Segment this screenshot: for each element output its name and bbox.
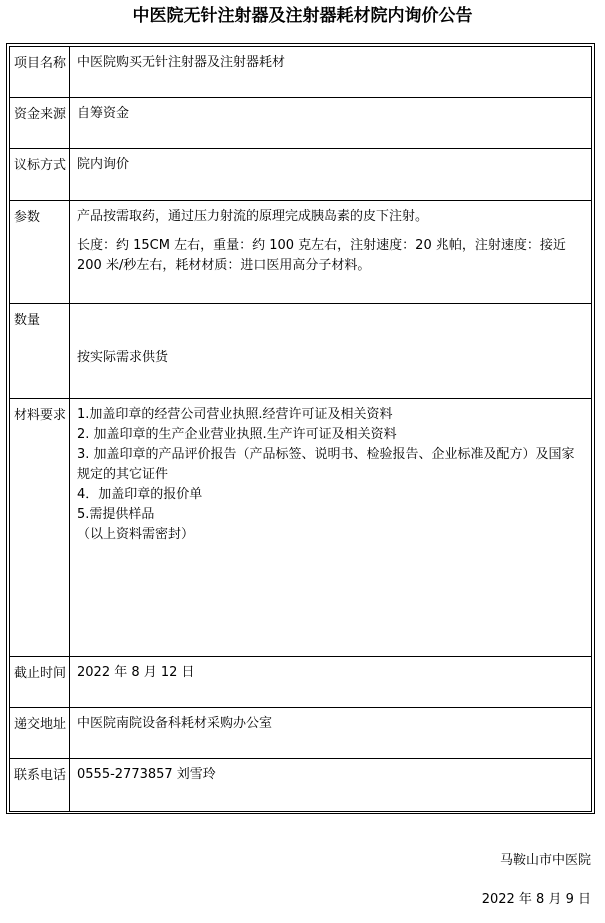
issuing-organization: 马鞍山市中医院 [499, 853, 591, 868]
value-line: 按实际需求供货 [77, 350, 169, 365]
value-line: 中医院购买无针注射器及注射器耗材 [77, 55, 286, 70]
value-line: 长度：约 15CM 左右，重量：约 100 克左右，注射速度：20 兆帕，注射速度：接近 200 米/秒左右，耗材材质：进口医用高分子材料。 [77, 238, 566, 273]
value-line: 2022 年 8 月 12 日 [77, 665, 195, 680]
value-line: 4．加盖印章的报价单 [77, 487, 203, 502]
table-row [10, 759, 592, 812]
table-row [10, 399, 592, 657]
value-line: 自筹资金 [77, 106, 130, 121]
row-label-material-requirements: 材料要求 [10, 399, 70, 657]
value-line: 中医院南院设备科耗材采购办公室 [77, 716, 273, 731]
row-value-quantity [70, 304, 592, 399]
row-value-project-name [70, 47, 592, 98]
table-row [10, 708, 592, 759]
table-row [10, 47, 592, 98]
page-title: 中医院无针注射器及注射器耗材院内询价公告 [132, 6, 473, 26]
table-row [10, 304, 592, 399]
row-label-contact-phone: 联系电话 [10, 759, 70, 812]
row-value-bid-method [70, 149, 592, 201]
issue-date: 2022 年 8 月 9 日 [481, 892, 591, 907]
row-label-quantity: 数量 [10, 304, 70, 399]
row-label-deadline: 截止时间 [10, 657, 70, 708]
row-label-bid-method: 议标方式 [10, 149, 70, 201]
row-value-material-requirements [70, 399, 592, 657]
value-line: 3. 加盖印章的产品评价报告（产品标签、说明书、检验报告、企业标准及配方）及国家规定的其它证件 [77, 447, 575, 482]
value-line: 产品按需取药，通过压力射流的原理完成胰岛素的皮下注射。 [77, 209, 429, 224]
value-line: 1.加盖印章的经营公司营业执照.经营许可证及相关资料 [77, 407, 393, 422]
row-value-funding-source [70, 98, 592, 149]
table-row [10, 149, 592, 201]
row-label-project-name: 项目名称 [10, 47, 70, 98]
row-label-parameters: 参数 [10, 201, 70, 304]
value-line: 院内询价 [77, 157, 130, 172]
row-value-contact-phone [70, 759, 592, 812]
value-line: （以上资料需密封） [77, 527, 195, 542]
row-label-submission-address: 递交地址 [10, 708, 70, 759]
row-value-deadline [70, 657, 592, 708]
value-line: 2. 加盖印章的生产企业营业执照.生产许可证及相关资料 [77, 427, 397, 442]
row-label-funding-source: 资金来源 [10, 98, 70, 149]
row-value-submission-address [70, 708, 592, 759]
table-row [10, 657, 592, 708]
table-row [10, 201, 592, 304]
table-row [10, 98, 592, 149]
notice-table [9, 46, 592, 812]
value-line: 5.需提供样品 [77, 507, 155, 522]
value-line: 0555-2773857 刘雪玲 [77, 767, 216, 782]
row-value-parameters [70, 201, 592, 304]
